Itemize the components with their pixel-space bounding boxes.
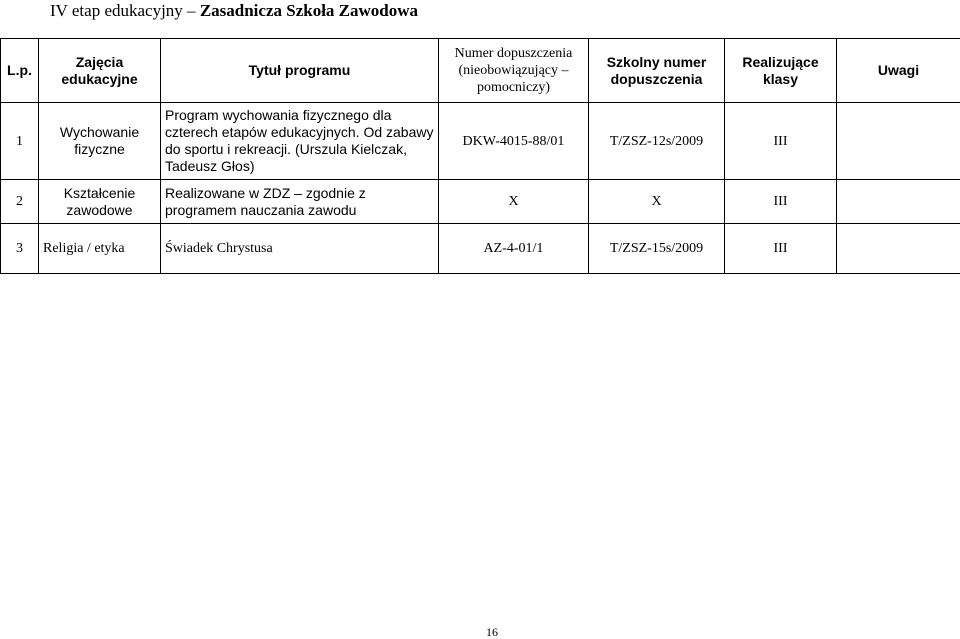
row2-lp: 2 bbox=[1, 180, 39, 224]
header-notes: Uwagi bbox=[837, 39, 960, 103]
page-number: 16 bbox=[486, 625, 498, 639]
header-classes: Realizujące klasy bbox=[725, 39, 837, 103]
row1-notes bbox=[837, 103, 960, 180]
header-school-number: Szkolny numer dopuszczenia bbox=[589, 39, 725, 103]
heading-school-name: Zasadnicza Szkoła Zawodowa bbox=[200, 1, 418, 20]
row2-notes bbox=[837, 180, 960, 224]
row2-subject: Kształcenie zawodowe bbox=[39, 180, 161, 224]
row3-classes: III bbox=[725, 224, 837, 274]
row1-school-number: T/ZSZ-12s/2009 bbox=[589, 103, 725, 180]
row1-lp: 1 bbox=[1, 103, 39, 180]
table-row bbox=[1, 224, 960, 274]
row2-program: Realizowane w ZDZ – zgodnie z programem nauczania zawodu bbox=[161, 180, 439, 224]
table-row bbox=[1, 103, 960, 180]
row3-notes bbox=[837, 224, 960, 274]
table-row bbox=[1, 180, 960, 224]
row1-classes: III bbox=[725, 103, 837, 180]
section-heading bbox=[50, 0, 418, 22]
row1-subject: Wychowanie fizyczne bbox=[39, 103, 161, 180]
table-header-row bbox=[1, 39, 960, 103]
row2-classes: III bbox=[725, 180, 837, 224]
row3-lp: 3 bbox=[1, 224, 39, 274]
header-approval-number: Numer dopuszczenia (nieobowiązujący – pomocniczy) bbox=[439, 39, 589, 103]
heading-prefix: IV etap edukacyjny – bbox=[50, 1, 200, 20]
row2-approval-number: X bbox=[439, 180, 589, 224]
row3-subject: Religia / etyka bbox=[39, 224, 161, 274]
header-subject: Zajęcia edukacyjne bbox=[39, 39, 161, 103]
header-lp: L.p. bbox=[1, 39, 39, 103]
row1-approval-number: DKW-4015-88/01 bbox=[439, 103, 589, 180]
row3-approval-number: AZ-4-01/1 bbox=[439, 224, 589, 274]
program-table bbox=[0, 38, 960, 274]
row2-school-number: X bbox=[589, 180, 725, 224]
header-program: Tytuł programu bbox=[161, 39, 439, 103]
row1-program: Program wychowania fizycznego dla czterech etapów edukacyjnych. Od zabawy do sportu i rekreacji. (Urszula Kielczak, Tadeusz Głos) bbox=[161, 103, 439, 180]
row3-school-number: T/ZSZ-15s/2009 bbox=[589, 224, 725, 274]
row3-program: Świadek Chrystusa bbox=[161, 224, 439, 274]
